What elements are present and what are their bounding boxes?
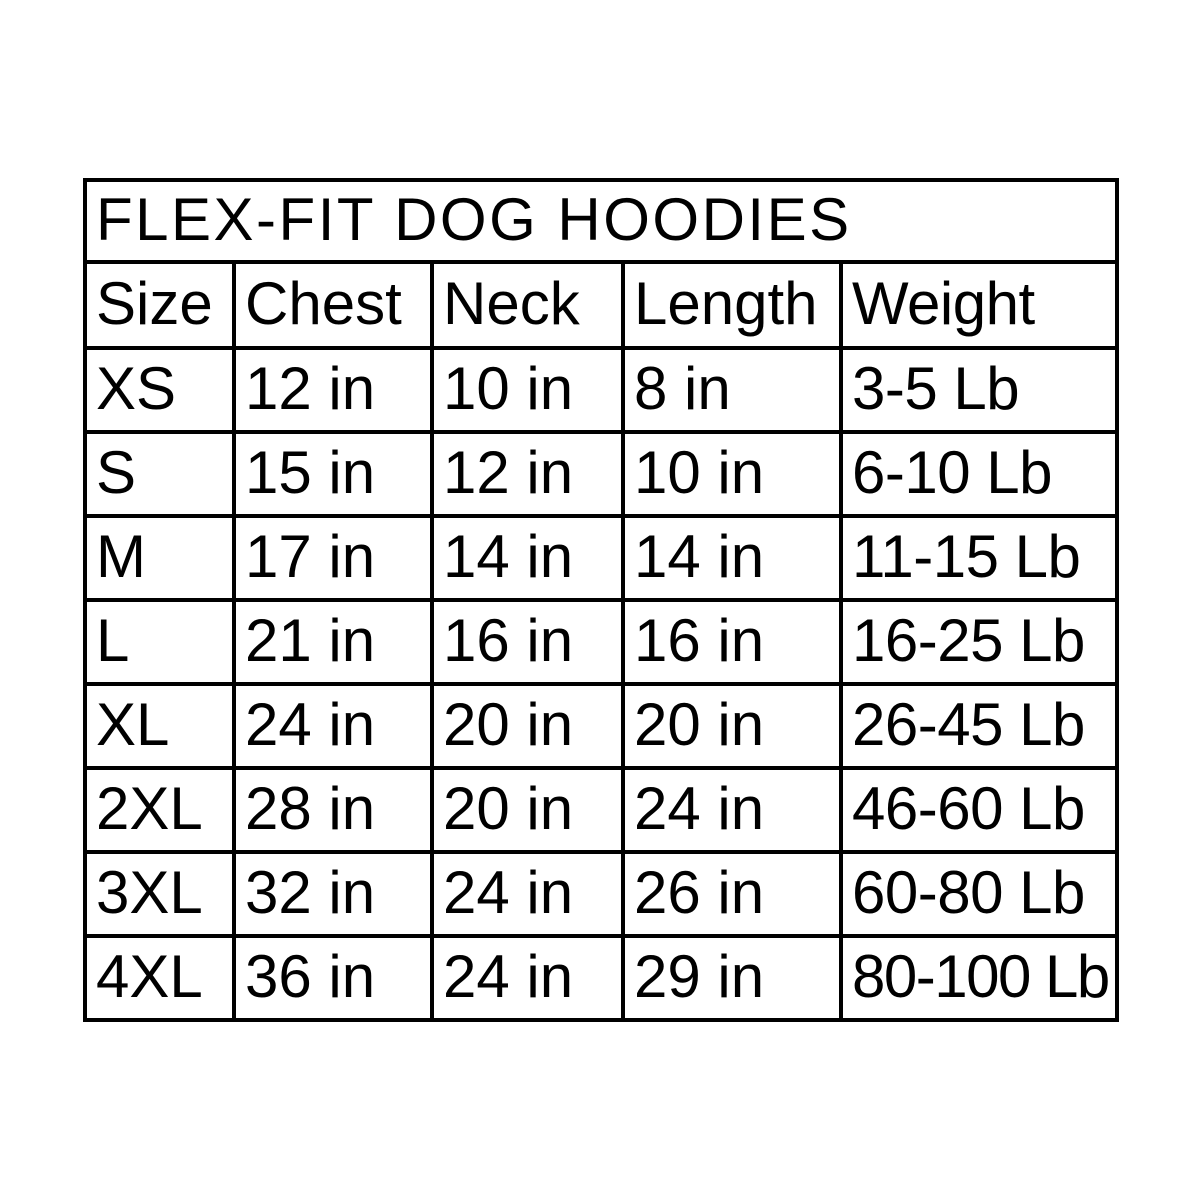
cell-chest: 15 in — [234, 432, 432, 516]
cell-neck: 12 in — [432, 432, 623, 516]
cell-length: 29 in — [623, 936, 841, 1020]
cell-size: XS — [85, 348, 234, 432]
table-row-3xl — [85, 852, 1117, 936]
column-header-chest: Chest — [234, 262, 432, 348]
cell-weight: 11-15 Lb — [841, 516, 1117, 600]
cell-length: 8 in — [623, 348, 841, 432]
table-row-xs — [85, 348, 1117, 432]
cell-size: XL — [85, 684, 234, 768]
cell-chest: 12 in — [234, 348, 432, 432]
table-row-l — [85, 600, 1117, 684]
title-row — [85, 180, 1117, 262]
cell-neck: 20 in — [432, 684, 623, 768]
table-row-4xl — [85, 936, 1117, 1020]
cell-weight: 80-100 Lb — [841, 936, 1117, 1020]
cell-chest: 21 in — [234, 600, 432, 684]
cell-size: 4XL — [85, 936, 234, 1020]
cell-size: L — [85, 600, 234, 684]
cell-length: 14 in — [623, 516, 841, 600]
cell-size: 2XL — [85, 768, 234, 852]
column-header-length: Length — [623, 262, 841, 348]
cell-neck: 14 in — [432, 516, 623, 600]
cell-weight: 60-80 Lb — [841, 852, 1117, 936]
table-row-s — [85, 432, 1117, 516]
cell-chest: 28 in — [234, 768, 432, 852]
cell-length: 10 in — [623, 432, 841, 516]
cell-length: 16 in — [623, 600, 841, 684]
cell-neck: 20 in — [432, 768, 623, 852]
table-row-m — [85, 516, 1117, 600]
table-row-2xl — [85, 768, 1117, 852]
cell-chest: 24 in — [234, 684, 432, 768]
cell-size: 3XL — [85, 852, 234, 936]
column-header-size: Size — [85, 262, 234, 348]
cell-neck: 10 in — [432, 348, 623, 432]
cell-weight: 46-60 Lb — [841, 768, 1117, 852]
cell-weight: 26-45 Lb — [841, 684, 1117, 768]
cell-chest: 36 in — [234, 936, 432, 1020]
cell-size: S — [85, 432, 234, 516]
cell-chest: 32 in — [234, 852, 432, 936]
cell-chest: 17 in — [234, 516, 432, 600]
column-header-neck: Neck — [432, 262, 623, 348]
cell-neck: 24 in — [432, 936, 623, 1020]
cell-length: 26 in — [623, 852, 841, 936]
size-chart-table — [83, 178, 1119, 1022]
column-header-weight: Weight — [841, 262, 1117, 348]
cell-weight: 6-10 Lb — [841, 432, 1117, 516]
cell-neck: 16 in — [432, 600, 623, 684]
cell-length: 24 in — [623, 768, 841, 852]
header-row — [85, 262, 1117, 348]
cell-length: 20 in — [623, 684, 841, 768]
cell-weight: 16-25 Lb — [841, 600, 1117, 684]
cell-size: M — [85, 516, 234, 600]
cell-neck: 24 in — [432, 852, 623, 936]
cell-weight: 3-5 Lb — [841, 348, 1117, 432]
chart-title: FLEX-FIT DOG HOODIES — [85, 180, 1117, 262]
table-row-xl — [85, 684, 1117, 768]
